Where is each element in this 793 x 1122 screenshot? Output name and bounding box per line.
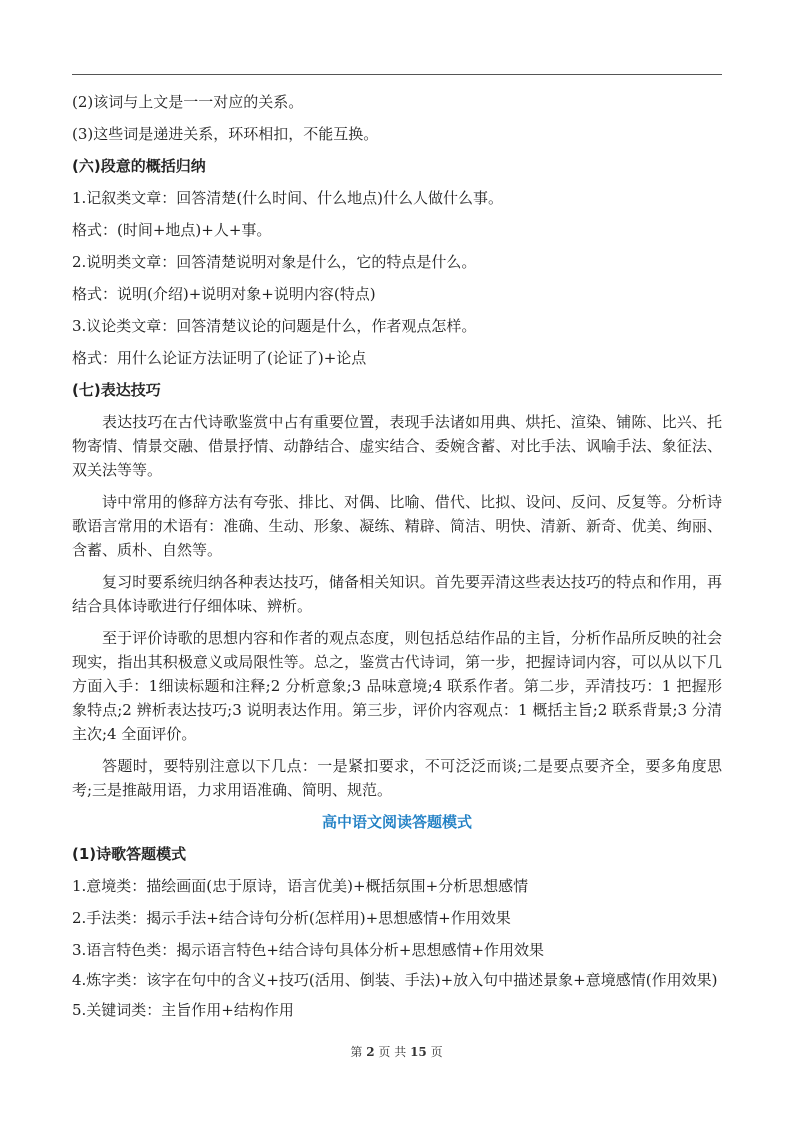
list-item: 1.记叙类文章：回答清楚(什么时间、什么地点)什么人做什么事。 — [72, 189, 504, 207]
list-item: 格式：说明(介绍)+说明对象+说明内容(特点) — [72, 285, 376, 303]
section-heading: (六)段意的概括归纳 — [72, 157, 206, 175]
current-page: 2 — [366, 1045, 375, 1059]
text-line: (2)该词与上文是一一对应的关系。 — [72, 93, 304, 111]
total-pages: 15 — [410, 1045, 427, 1059]
text-line: (3)这些词是递进关系，环环相扣，不能互换。 — [72, 125, 379, 143]
list-item: 格式：(时间+地点)+人+事。 — [72, 221, 272, 239]
paragraph: 诗中常用的修辞方法有夸张、排比、对偶、比喻、借代、比拟、设问、反问、反复等。分析诗歌语言常用的术语有：准确、生动、形象、凝练、精辟、简洁、明快、清新、新奇、优美、绚丽、含蓄、质朴、自然等。 — [72, 493, 722, 559]
list-item: 1.意境类：描绘画面(忠于原诗，语言优美)+概括氛围+分析思想感情 — [72, 877, 529, 895]
document-body — [72, 90, 722, 1030]
list-item: 2.手法类：揭示手法+结合诗句分析(怎样用)+思想感情+作用效果 — [72, 909, 511, 927]
list-item: 5.关键词类：主旨作用+结构作用 — [72, 1001, 294, 1019]
footer-suffix: 页 — [430, 1045, 443, 1059]
section-heading: (1)诗歌答题模式 — [72, 845, 187, 863]
header-rule — [72, 74, 722, 75]
list-item: 4.炼字类：该字在句中的含义+技巧(活用、倒装、手法)+放入句中描述景象+意境感情(作用效果) — [72, 971, 718, 989]
paragraph: 至于评价诗歌的思想内容和作者的观点态度，则包括总结作品的主旨，分析作品所反映的社会现实，指出其积极意义或局限性等。总之，鉴赏古代诗词，第一步，把握诗词内容，可以从以下几方面入手：1细读标题和注释;2 分析意象;3 品味意境;4 联系作者。第二步，弄清技巧：1 把握形象特点;2 辨析表达技巧;3 说明表达作用。第三步，评价内容观点：1 概括主旨;2 联系背景;3 分清主次;4 全面评价。 — [72, 629, 722, 743]
list-item: 3.议论类文章：回答清楚议论的问题是什么，作者观点怎样。 — [72, 317, 477, 335]
paragraph: 答题时，要特别注意以下几点：一是紧扣要求，不可泛泛而谈;二是要点要齐全，要多角度思考;三是推敲用语，力求用语准确、简明、规范。 — [72, 757, 722, 799]
paragraph: 表达技巧在古代诗歌鉴赏中占有重要位置，表现手法诸如用典、烘托、渲染、铺陈、比兴、托物寄情、情景交融、借景抒情、动静结合、虚实结合、委婉含蓄、对比手法、讽喻手法、象征法、双关法等等。 — [72, 413, 722, 479]
list-item: 2.说明类文章：回答清楚说明对象是什么，它的特点是什么。 — [72, 253, 477, 271]
list-item: 3.语言特色类：揭示语言特色+结合诗句具体分析+思想感情+作用效果 — [72, 941, 545, 959]
footer-prefix: 第 — [350, 1045, 363, 1059]
page-footer — [0, 1043, 793, 1060]
footer-middle: 页 共 — [378, 1045, 407, 1059]
section-heading: (七)表达技巧 — [72, 381, 161, 399]
paragraph: 复习时要系统归纳各种表达技巧，储备相关知识。首先要弄清这些表达技巧的特点和作用，再结合具体诗歌进行仔细体味、辨析。 — [72, 573, 722, 615]
list-item: 格式：用什么论证方法证明了(论证了)+论点 — [72, 349, 367, 367]
main-title: 高中语文阅读答题模式 — [321, 813, 472, 831]
